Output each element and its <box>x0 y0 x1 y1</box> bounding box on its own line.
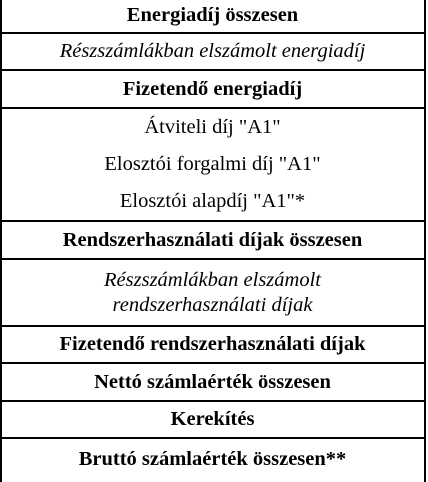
row-label: Rendszerhasználati díjak összesen <box>62 228 363 251</box>
table-row-energy-payable <box>1 71 424 109</box>
row-label: Részszámlákban elszámolt energiadíj <box>59 40 366 62</box>
table-row-net-total <box>1 364 424 402</box>
invoice-summary-table <box>1 0 424 479</box>
table-row-energy-partial <box>1 34 424 71</box>
row-label: Fizetendő energiadíj <box>122 77 303 100</box>
table-row-distribution-fee <box>1 146 424 183</box>
table-row-system-fees-payable <box>1 327 424 364</box>
row-label: Nettó számlaérték összesen <box>94 370 331 393</box>
row-label: Kerekítés <box>170 408 255 430</box>
row-label: Fizetendő rendszerhasználati díjak <box>59 333 366 355</box>
table-row-system-fees-partial <box>1 260 424 327</box>
table-row-energy-total <box>1 0 424 34</box>
row-label: Elosztói alapdíj "A1"* <box>119 190 306 212</box>
row-label: Átviteli díj "A1" <box>144 116 281 138</box>
row-label: Részszámlákban elszámolt rendszerhasználati díjak <box>104 268 321 316</box>
table-row-gross-total <box>1 439 424 479</box>
table-right-border <box>424 0 426 482</box>
row-label: Bruttó számlaérték összesen** <box>78 448 347 470</box>
table-row-system-fees-total <box>1 222 424 260</box>
row-label: Elosztói forgalmi díj "A1" <box>104 153 321 175</box>
table-row-transmission-fee <box>1 109 424 146</box>
row-label: Energiadíj összesen <box>126 4 299 26</box>
table-row-distribution-base-fee <box>1 183 424 222</box>
table-row-rounding <box>1 402 424 439</box>
